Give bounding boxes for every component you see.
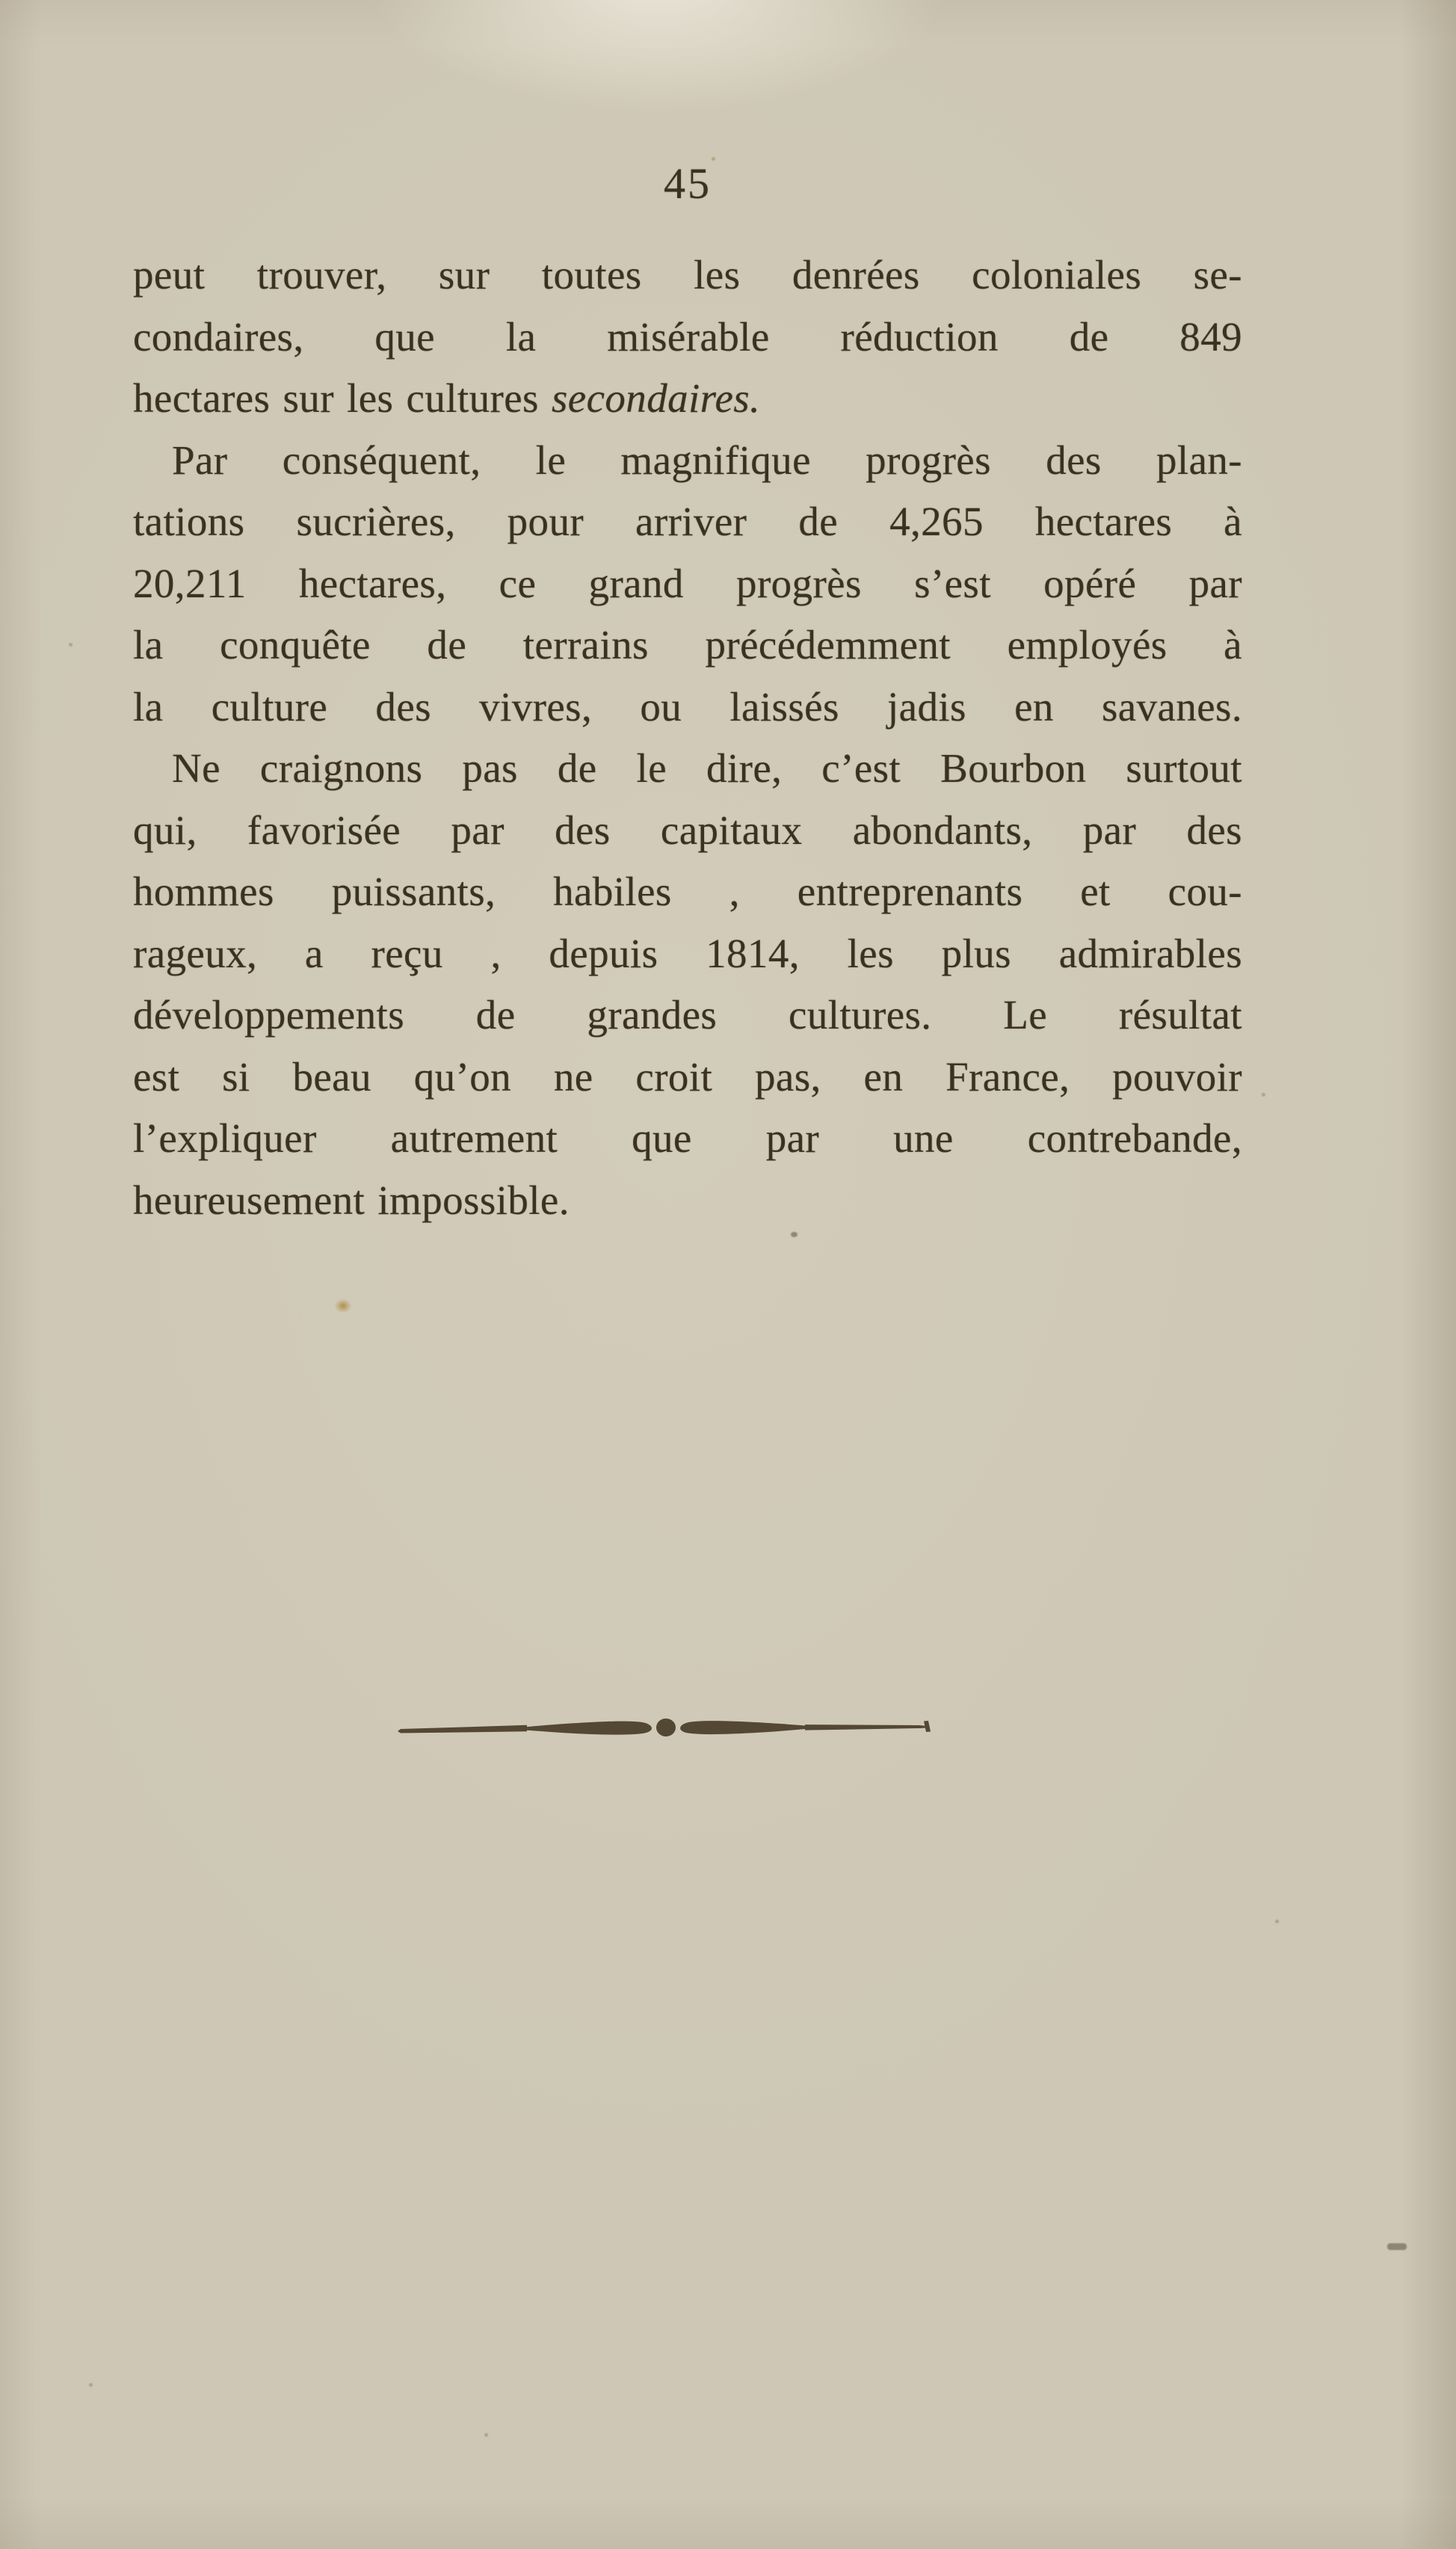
paper-speck	[1262, 1093, 1265, 1097]
text-segment: la culture des vivres, ou laissés jadis en savanes.	[133, 683, 1242, 730]
ink-fleck	[791, 1232, 798, 1237]
page-number: 45	[664, 159, 712, 208]
text-line	[133, 923, 1242, 985]
text-line	[133, 1108, 1242, 1170]
text-segment: rageux, a reçu , depuis 1814, les plus admirables	[133, 930, 1242, 976]
foxing-spot	[335, 1299, 351, 1313]
text-line	[133, 491, 1242, 553]
text-line	[133, 614, 1242, 676]
pencil-smudge	[1387, 2243, 1407, 2250]
text-line	[133, 800, 1242, 862]
text-line	[133, 1047, 1242, 1109]
text-block	[133, 244, 1242, 1231]
text-segment: Ne craignons pas de le dire, c’est Bourbon surtout	[172, 745, 1242, 791]
text-line	[133, 738, 1242, 800]
text-segment: la conquête de terrains précédemment employés à	[133, 622, 1242, 668]
text-line	[133, 368, 1242, 430]
paper-speck	[1275, 1920, 1279, 1923]
text-line	[133, 244, 1242, 306]
text-line	[133, 676, 1242, 739]
text-segment: hectares sur les cultures	[133, 375, 552, 421]
text-line	[133, 306, 1242, 369]
paper-speck	[89, 2383, 93, 2387]
text-segment: l’expliquer autrement que par une contrebande,	[133, 1115, 1242, 1161]
paper-speck	[69, 643, 73, 647]
text-segment: Par conséquent, le magnifique progrès des plan-	[172, 437, 1242, 483]
paper-speck	[712, 157, 715, 161]
text-segment: hommes puissants, habiles , entreprenants et cou-	[133, 869, 1242, 914]
text-line	[133, 984, 1242, 1047]
text-segment: 20,211 hectares, ce grand progrès s’est opéré par	[133, 560, 1242, 606]
text-segment: heureusement impossible.	[133, 1177, 570, 1223]
text-segment: est si beau qu’on ne croit pas, en France, pouvoir	[133, 1053, 1242, 1100]
text-segment: développements de grandes cultures. Le résultat	[133, 992, 1242, 1038]
text-line	[133, 553, 1242, 615]
text-line	[133, 861, 1242, 923]
section-divider-ornament	[396, 1711, 934, 1743]
text-line	[133, 430, 1242, 492]
text-segment: peut trouver, sur toutes les denrées coloniales se-	[133, 252, 1242, 298]
text-segment: condaires, que la misérable réduction de 849	[133, 313, 1242, 360]
paper-speck	[484, 2433, 488, 2437]
italic-text-segment: secondaires.	[551, 375, 761, 421]
text-segment: qui, favorisée par des capitaux abondants, par des	[133, 807, 1242, 853]
text-line	[133, 1170, 1242, 1232]
text-segment: tations sucrières, pour arriver de 4,265 hectares à	[133, 499, 1242, 544]
